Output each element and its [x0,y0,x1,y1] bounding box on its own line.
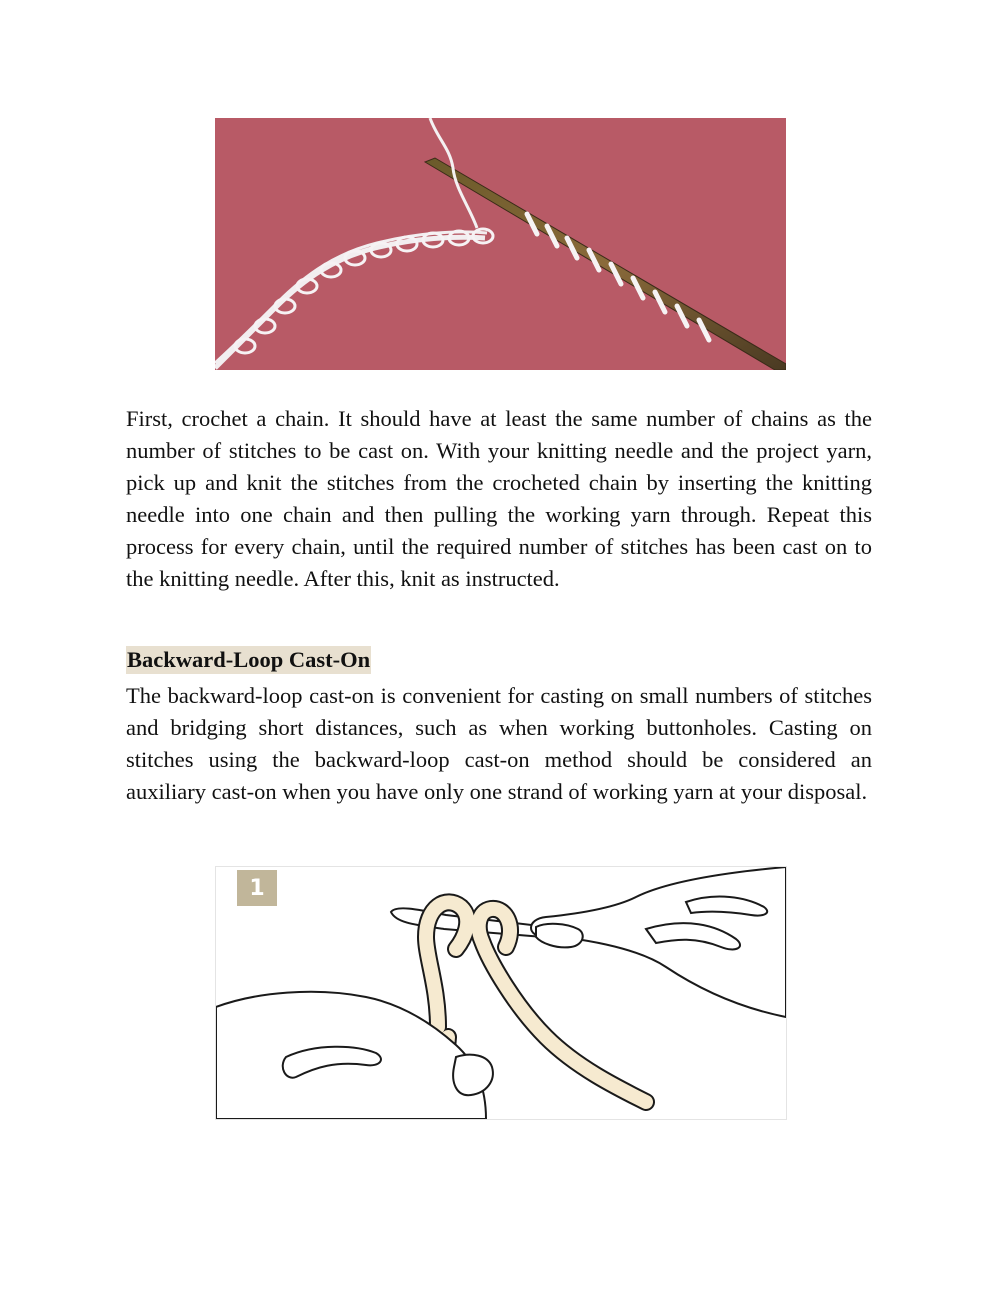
step-number-badge: 1 [237,870,277,906]
knitting-photo [215,118,786,370]
backward-loop-illustration [215,866,787,1120]
intro-paragraph: First, crochet a chain. It should have at least the same number of chains as the number of stitches to be cast on. With your knitting needle and the project yarn, pick up and knit the stitches from the crocheted chain by inserting the knitting needle into one chain and then pulling the working yarn through. Repeat this process for every chain, until the required number of stitches has been cast on to the knitting needle. After this, knit as instructed. [126,406,872,591]
section-heading: Backward-Loop Cast-On [127,647,371,672]
backward-loop-paragraph: The backward-loop cast-on is convenient for casting on small numbers of stitches and bridging short distances, such as when working buttonholes. Casting on stitches using the backward-loop cast-on method should be considered an auxiliary cast-on when you have only one strand of working yarn at your disposal. [126,683,872,804]
